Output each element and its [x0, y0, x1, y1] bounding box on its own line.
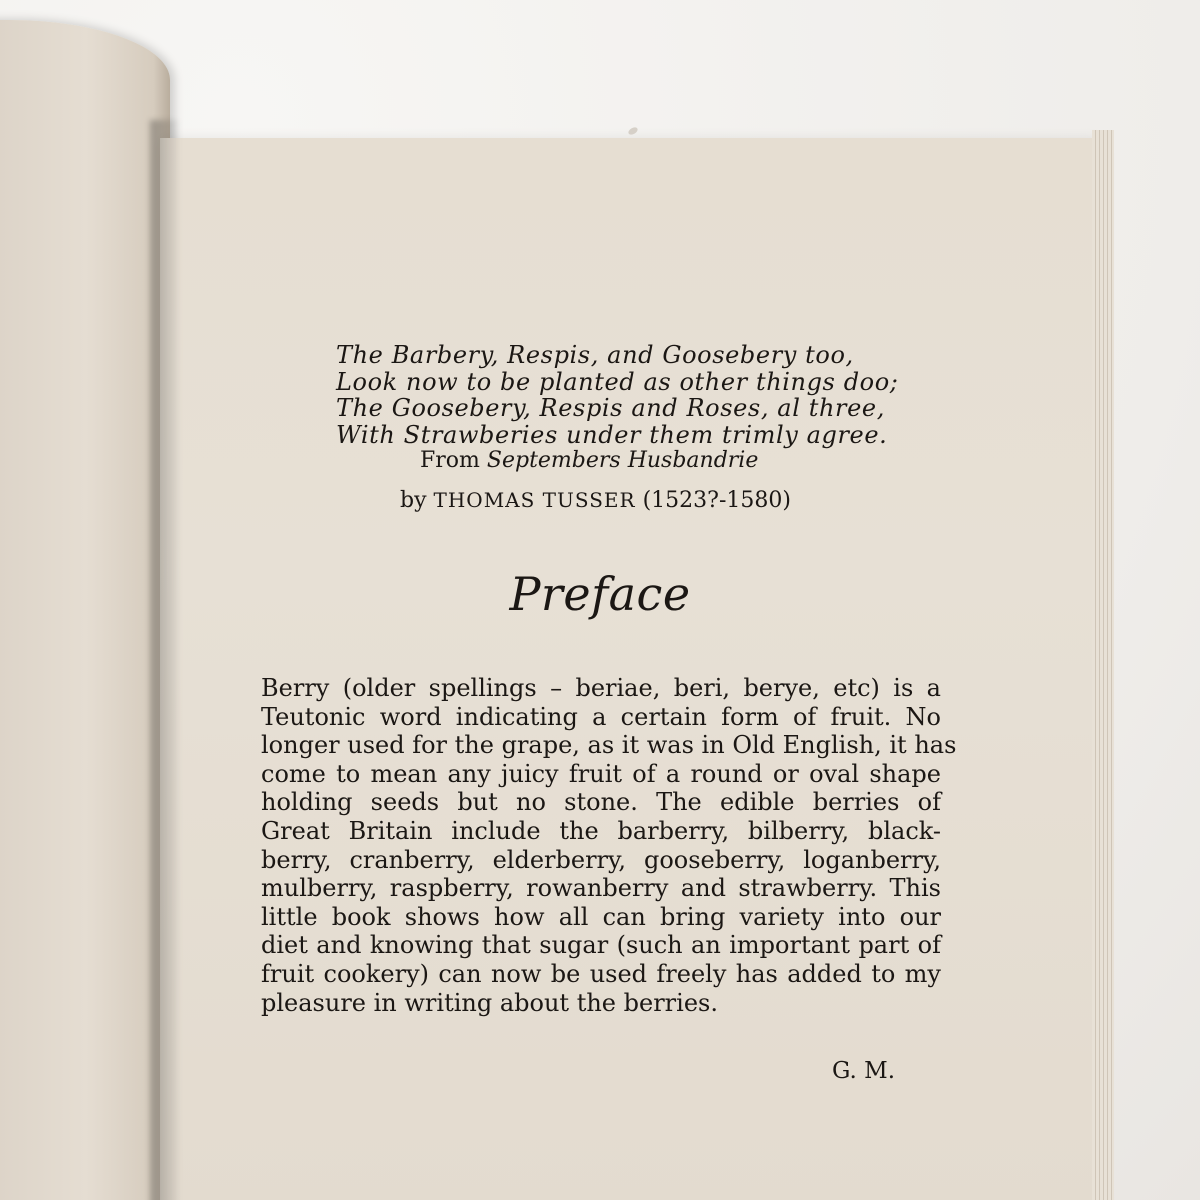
author-dates: (1523?-1580) — [642, 488, 791, 513]
body-line: Great Britain include the barberry, bilberry, black- — [261, 816, 941, 845]
body-line: berry, cranberry, elderberry, gooseberry, loganberry, — [261, 845, 941, 874]
left-facing-page — [0, 20, 170, 1200]
verse-line: With Strawberies under them trimly agree. — [336, 420, 888, 449]
preface-body — [261, 674, 957, 1017]
verse-line: Look now to be planted as other things doo; — [336, 367, 899, 396]
source-prefix: From — [420, 448, 480, 473]
body-line: longer used for the grape, as it was in Old English, it has — [261, 731, 957, 760]
body-line: pleasure in writing about the berries. — [261, 988, 718, 1017]
body-line: Teutonic word indicating a certain form of fruit. No — [261, 702, 941, 731]
author-signature: G. M. — [832, 1058, 896, 1084]
body-line: Berry (older spellings – beriae, beri, berye, etc) is a — [261, 674, 941, 702]
epigraph-verse — [336, 341, 899, 449]
body-line: fruit cookery) can now be used freely has added to my — [261, 959, 941, 988]
author-line — [400, 486, 840, 515]
author-name: THOMAS TUSSER — [433, 488, 636, 512]
page-title: Preface — [509, 567, 691, 621]
book-page — [160, 138, 1095, 1200]
verse-line: The Barbery, Respis, and Goosebery too, — [336, 341, 854, 369]
verse-line: The Goosebery, Respis and Roses, al three, — [336, 394, 885, 422]
body-line: little book shows how all can bring variety into our — [261, 902, 941, 931]
source-title: Septembers Husbandrie — [486, 448, 759, 473]
body-line: mulberry, raspberry, rowanberry and strawberry. This — [261, 874, 941, 903]
body-line: diet and knowing that sugar (such an important part of — [261, 931, 941, 960]
book-gutter-shadow — [150, 120, 178, 1200]
epigraph-attribution — [400, 447, 840, 515]
body-line: holding seeds but no stone. The edible berries of — [261, 788, 941, 817]
author-prefix: by — [400, 488, 427, 513]
page-edges — [1092, 130, 1114, 1200]
body-line: come to mean any juicy fruit of a round or oval shape — [261, 759, 941, 788]
source-line — [420, 447, 840, 475]
